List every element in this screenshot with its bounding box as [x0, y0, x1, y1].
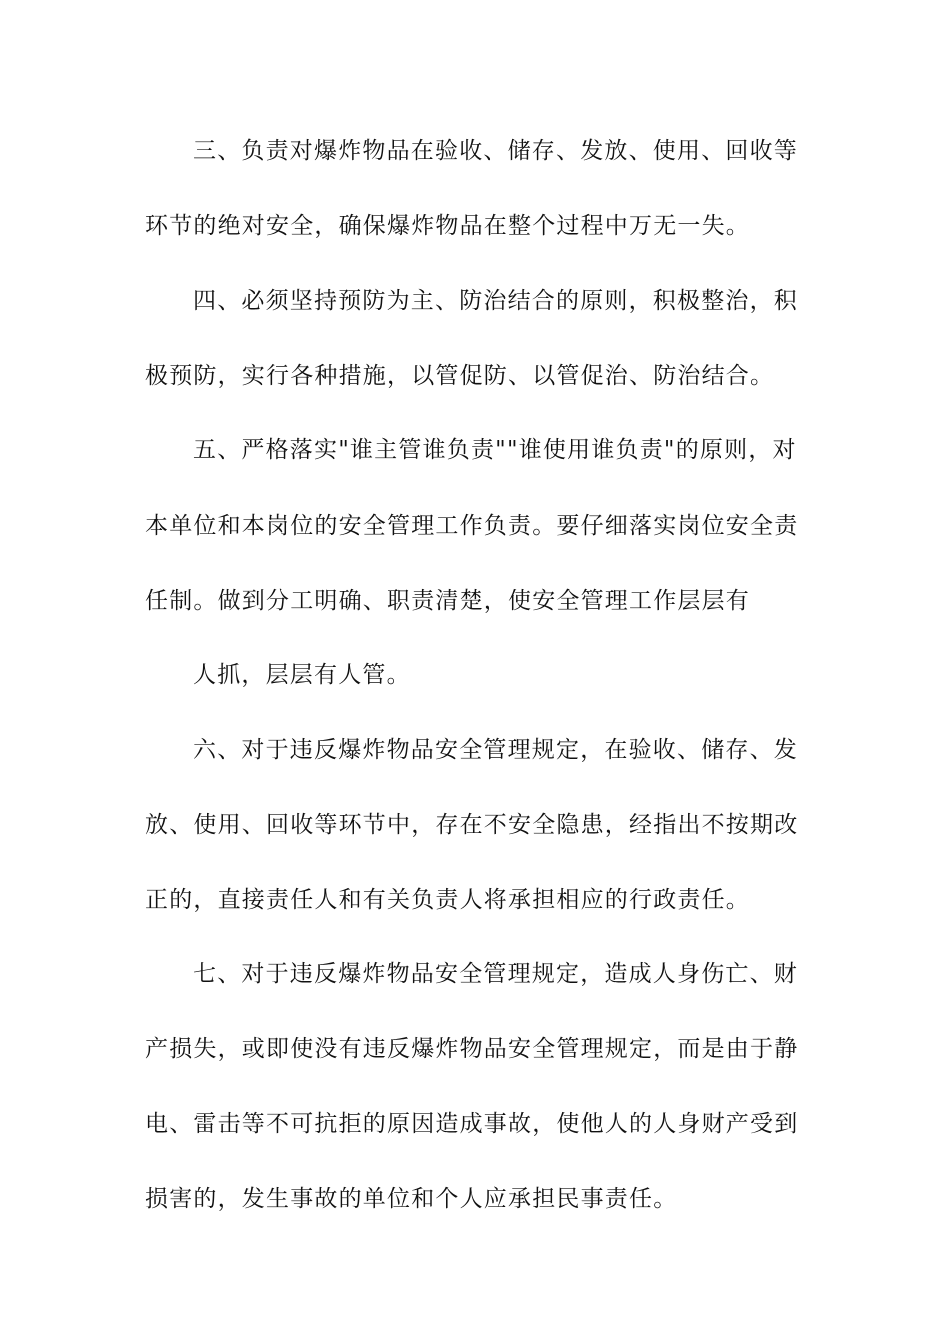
paragraph-3-line-2: 环节的绝对安全，确保爆炸物品在整个过程中万无一失。 — [145, 213, 750, 239]
paragraph-6-line-3: 正的，直接责任人和有关负责人将承担相应的行政责任。 — [145, 887, 750, 913]
paragraph-6-line-1: 六、对于违反爆炸物品安全管理规定，在验收、储存、发 — [193, 737, 798, 763]
paragraph-5-line-2: 本单位和本岗位的安全管理工作负责。要仔细落实岗位安全责 — [145, 513, 799, 539]
paragraph-7-line-1: 七、对于违反爆炸物品安全管理规定，造成人身伤亡、财 — [193, 961, 798, 987]
paragraph-7-line-2: 产损失，或即使没有违反爆炸物品安全管理规定，而是由于静 — [145, 1036, 799, 1062]
paragraph-5-line-4: 人抓，层层有人管。 — [193, 662, 411, 688]
paragraph-3-line-1: 三、负责对爆炸物品在验收、储存、发放、使用、回收等 — [193, 138, 798, 164]
paragraph-7-line-3: 电、雷击等不可抗拒的原因造成事故，使他人的人身财产受到 — [145, 1111, 799, 1137]
paragraph-5-line-1: 五、严格落实"谁主管谁负责""谁使用谁负责"的原则，对 — [193, 437, 797, 463]
paragraph-4-line-2: 极预防，实行各种措施，以管促防、以管促治、防治结合。 — [145, 363, 775, 389]
paragraph-4-line-1: 四、必须坚持预防为主、防治结合的原则，积极整治，积 — [193, 288, 798, 314]
paragraph-6-line-2: 放、使用、回收等环节中，存在不安全隐患，经指出不按期改 — [145, 812, 799, 838]
paragraph-5-line-3: 任制。做到分工明确、职责清楚，使安全管理工作层层有 — [145, 588, 750, 614]
paragraph-7-line-4: 损害的，发生事故的单位和个人应承担民事责任。 — [145, 1186, 678, 1212]
